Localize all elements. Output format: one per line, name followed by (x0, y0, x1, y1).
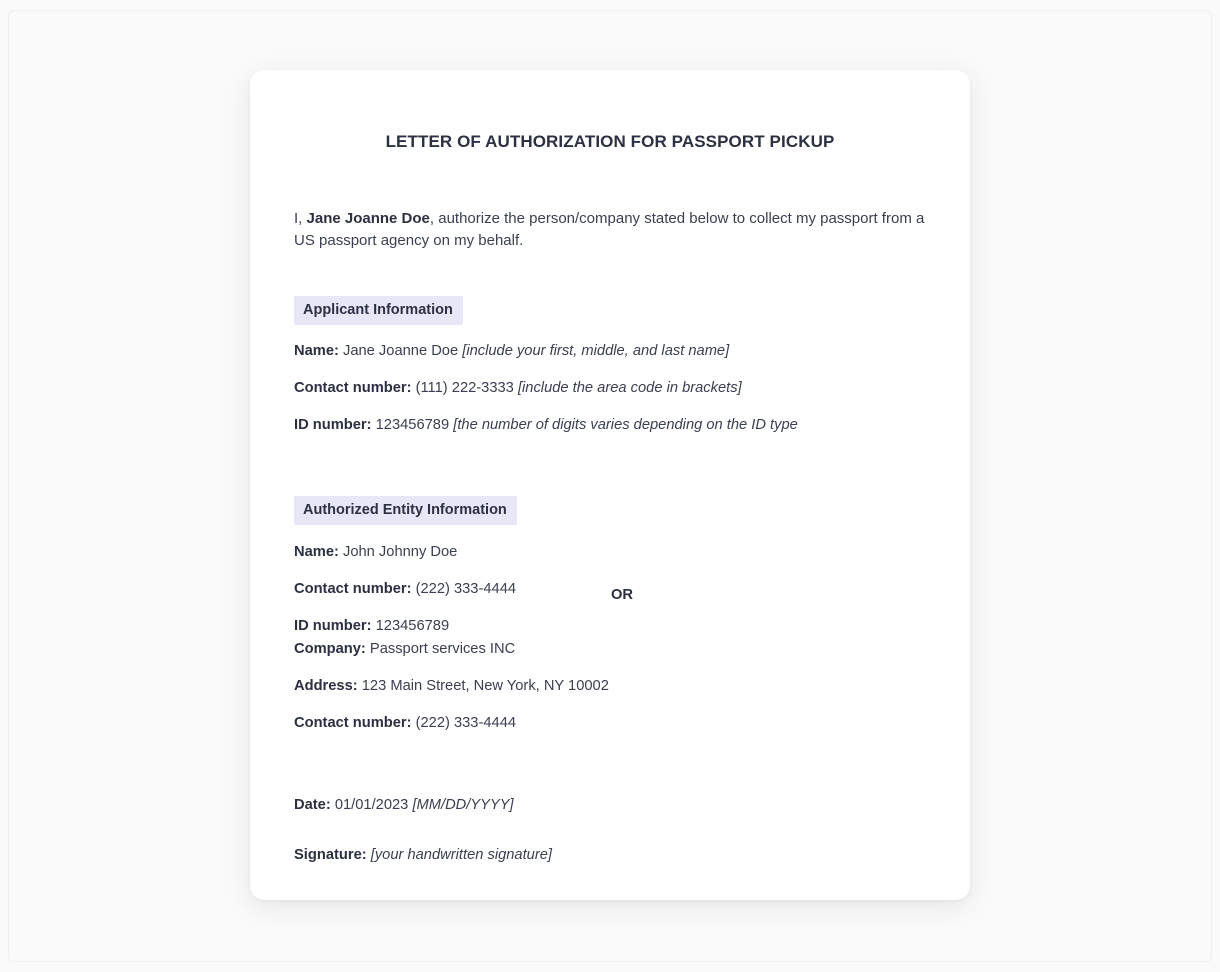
entity-section (294, 496, 926, 734)
entity-address-label: Address: (294, 678, 358, 695)
applicant-contact-row (294, 379, 926, 399)
entity-id-label: ID number: (294, 617, 372, 634)
applicant-id-row (294, 416, 926, 436)
applicant-id-hint: [the number of digits varies depending on the ID type (453, 417, 798, 434)
entity-left-column (294, 539, 594, 637)
entity-contact-row (294, 580, 594, 600)
entity-id-value: 123456789 (375, 617, 450, 634)
applicant-name-row (294, 342, 926, 362)
applicant-section (294, 296, 926, 436)
entity-name-value: John Johnny Doe (343, 543, 458, 560)
applicant-id-label: ID number: (294, 417, 372, 434)
entity-contact-label: Contact number: (294, 580, 412, 597)
entity-company-contact-row (294, 714, 624, 734)
document-card (250, 70, 970, 900)
applicant-id-value: 123456789 (375, 417, 450, 434)
entity-contact-value: (222) 333-4444 (415, 580, 517, 597)
entity-id-row (294, 617, 594, 637)
applicant-name-value: Jane Joanne Doe (343, 343, 459, 360)
date-hint: [MM/DD/YYYY] (412, 796, 514, 813)
entity-company-label: Company: (294, 641, 366, 658)
date-row (294, 796, 926, 816)
entity-right-column (294, 636, 624, 734)
entity-name-row (294, 543, 594, 563)
page-title: LETTER OF AUTHORIZATION FOR PASSPORT PICKUP (385, 132, 835, 151)
signature-label: Signature: (294, 846, 367, 863)
intro-suffix: , authorize the person/company stated below to collect my passport from a US passport agency on my behalf. (294, 210, 925, 250)
applicant-contact-value: (111) 222-3333 (415, 380, 514, 397)
date-value: 01/01/2023 (334, 796, 409, 813)
intro-prefix: I, (294, 210, 307, 227)
applicant-contact-hint: [include the area code in brackets] (517, 380, 742, 397)
applicant-name-hint: [include your first, middle, and last name] (462, 343, 730, 360)
applicant-section-heading: Applicant Information (294, 296, 463, 325)
entity-company-row (294, 640, 624, 660)
date-label: Date: (294, 796, 331, 813)
signature-row (294, 846, 926, 866)
entity-section-heading: Authorized Entity Information (294, 496, 517, 525)
entity-name-label: Name: (294, 543, 339, 560)
entity-columns (294, 539, 926, 734)
entity-company-value: Passport services INC (369, 641, 516, 658)
signature-hint: [your handwritten signature] (370, 846, 552, 863)
intro-paragraph (294, 208, 926, 252)
signature-block (294, 796, 926, 866)
applicant-contact-label: Contact number: (294, 380, 412, 397)
entity-or-separator: OR (610, 586, 634, 603)
entity-address-value: 123 Main Street, New York, NY 10002 (361, 678, 609, 695)
entity-address-row (294, 677, 624, 697)
applicant-name-label: Name: (294, 343, 339, 360)
entity-company-contact-value: (222) 333-4444 (415, 715, 517, 732)
intro-applicant-name: Jane Joanne Doe (306, 210, 430, 227)
entity-company-contact-label: Contact number: (294, 715, 412, 732)
